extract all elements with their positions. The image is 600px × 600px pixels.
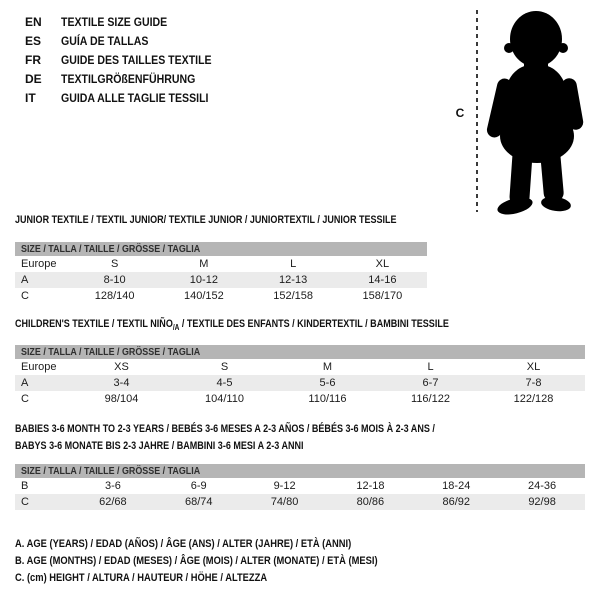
table-row: A 8-10 10-12 12-13 14-16 <box>15 272 427 288</box>
table-row: C 98/104 104/110 110/116 116/122 122/128 <box>15 391 585 407</box>
lang-code: FR <box>25 52 41 67</box>
lang-row-fr <box>25 50 232 69</box>
row-label: C <box>21 290 29 302</box>
lang-row-de <box>25 69 232 88</box>
lang-code: ES <box>25 33 42 48</box>
children-size-table <box>15 345 585 407</box>
row-label: A <box>21 377 29 389</box>
legend-notes <box>15 536 442 587</box>
junior-size-table <box>15 242 427 304</box>
table-row: A 3-4 4-5 5-6 6-7 7-8 <box>15 375 585 391</box>
lang-title: GUIDE DES TAILLES TEXTILE <box>61 52 212 67</box>
row-label: C <box>21 496 29 508</box>
lang-title: GUIDA ALLE TAGLIE TESSILI <box>61 90 209 105</box>
lang-row-en <box>25 12 232 31</box>
size-header-band: SIZE / TALLA / TAILLE / GRÖSSE / TAGLIA <box>15 345 585 359</box>
lang-code: EN <box>25 14 42 29</box>
babies-size-table <box>15 464 585 510</box>
row-label: C <box>21 393 29 405</box>
junior-table-title: JUNIOR TEXTILE / TEXTIL JUNIOR/ TEXTILE JUNIOR / JUNIORTEXTIL / JUNIOR TESSILE <box>15 214 397 226</box>
lang-row-es <box>25 31 232 50</box>
note-age-years: A. AGE (YEARS) / EDAD (AÑOS) / ÂGE (ANS) / ALTER (JAHRE) / ETÀ (ANNI) <box>15 538 352 550</box>
height-measure-label: C <box>455 106 465 120</box>
babies-table-title-line1: BABIES 3-6 MONTH TO 2-3 YEARS / BEBÉS 3-6 MESES A 2-3 AÑOS / BÉBÉS 3-6 MOIS À 2-3 ANS / <box>15 423 435 435</box>
table-row: C 62/68 68/74 74/80 80/86 86/92 92/98 <box>15 494 585 510</box>
row-label: Europe <box>21 361 57 373</box>
note-height-cm: C. (cm) HEIGHT / ALTURA / HAUTEUR / HÖHE / ALTEZZA <box>15 572 268 584</box>
children-table-title: CHILDREN'S TEXTILE / TEXTIL $NIÑO_{/A}$ / TEXTILE DES ENFANTS / KINDERTEXTIL / BAMBINI TESSILE <box>15 318 449 333</box>
height-measure-dashed-line <box>476 10 478 212</box>
language-title-list <box>25 12 232 107</box>
lang-title: GUÍA DE TALLAS <box>61 33 149 48</box>
lang-row-it <box>25 88 232 107</box>
size-header-band: SIZE / TALLA / TAILLE / GRÖSSE / TAGLIA <box>15 242 427 256</box>
table-row: Europe XS S M L XL <box>15 359 585 375</box>
lang-code: DE <box>25 71 42 86</box>
note-age-months: B. AGE (MONTHS) / EDAD (MESES) / ÂGE (MOIS) / ALTER (MONATE) / ETÀ (MESI) <box>15 555 378 567</box>
baby-silhouette-icon <box>486 4 592 216</box>
lang-title: TEXTILGRÖßENFÜHRUNG <box>61 71 196 86</box>
table-row: B 3-6 6-9 9-12 12-18 18-24 24-36 <box>15 478 585 494</box>
table-row: C 128/140 140/152 152/158 158/170 <box>15 288 427 304</box>
row-label: A <box>21 274 29 286</box>
lang-title: TEXTILE SIZE GUIDE <box>61 14 168 29</box>
lang-code: IT <box>25 90 36 105</box>
size-header-band: SIZE / TALLA / TAILLE / GRÖSSE / TAGLIA <box>15 464 585 478</box>
table-row: Europe S M L XL <box>15 256 427 272</box>
row-label: Europe <box>21 258 57 270</box>
row-label: B <box>21 480 29 492</box>
babies-table-title-line2: BABYS 3-6 MONATE BIS 2-3 JAHRE / BAMBINI 3-6 MESI A 2-3 ANNI <box>15 440 304 452</box>
